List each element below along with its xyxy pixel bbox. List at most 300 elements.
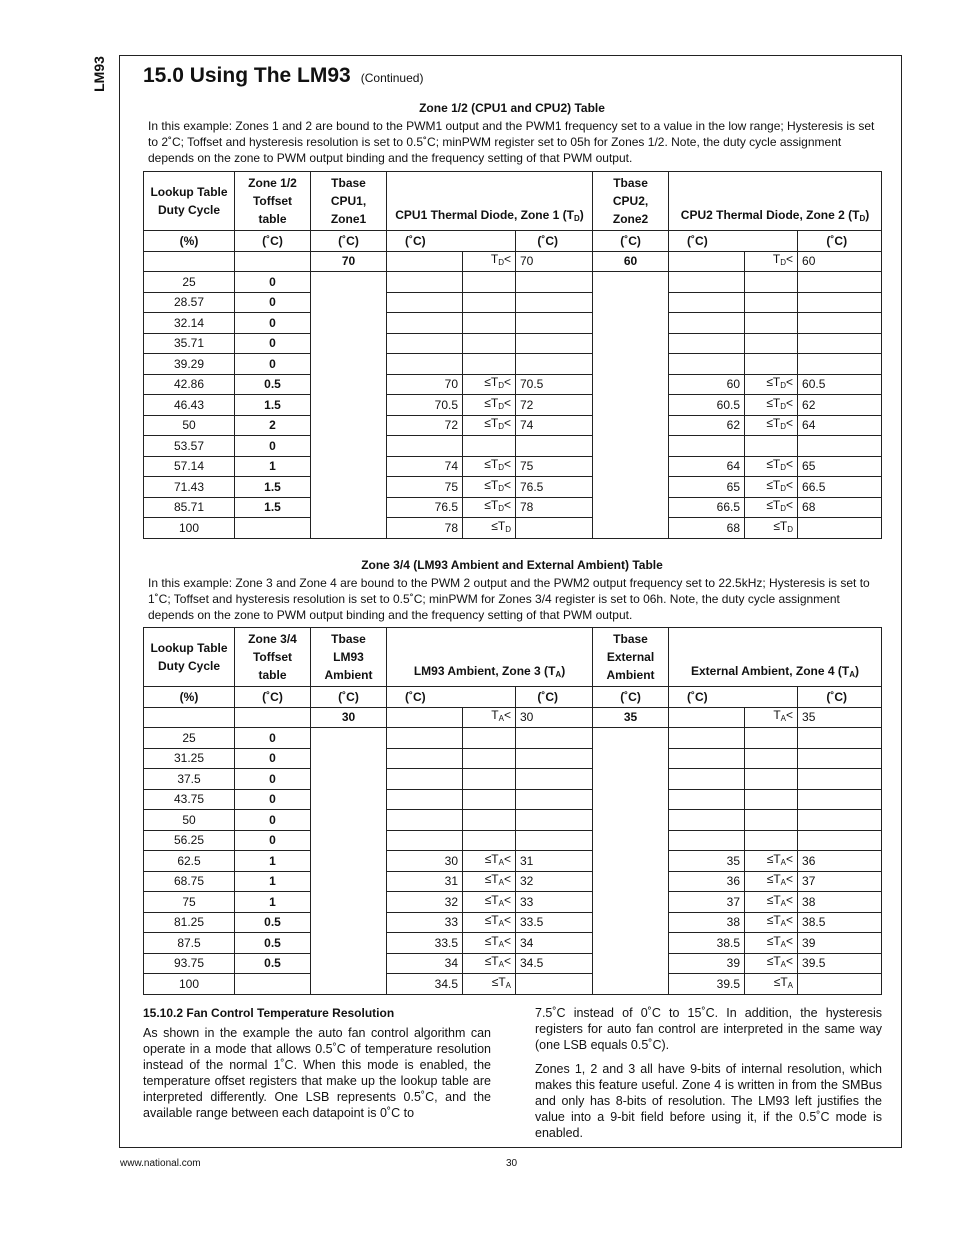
continued-label: (Continued) (360, 71, 424, 85)
symbol-cell (463, 313, 516, 334)
table-row (144, 769, 882, 790)
table1-caption: Zone 1/2 (CPU1 and CPU2) Table (419, 101, 605, 115)
symbol-cell (463, 830, 516, 851)
lower-limit-cell: 60.5 (669, 395, 745, 416)
offset-cell: 0 (235, 728, 311, 749)
section-heading: 15.10.2 Fan Control Temperature Resolution (143, 1006, 395, 1020)
table-row (144, 518, 882, 539)
symbol-cell (745, 830, 798, 851)
column-header: Lookup Table Duty Cycle (144, 628, 235, 687)
unit-cell: (˚C) (798, 687, 882, 708)
unit-cell: (˚C) (798, 231, 882, 252)
tbase2-cell: 60 (593, 251, 669, 272)
unit-cell: (˚C) (235, 231, 311, 252)
right-paragraph-1: 7.5˚C instead of 0˚C to 15˚C. In addition, the hysteresis registers for auto fan control are interpreted in the same way (one LSB equals 0.5˚C). (535, 1006, 882, 1052)
lower-limit-cell (669, 251, 745, 272)
table-row (144, 851, 882, 872)
temp-symbol: $\le T_D<$ (766, 375, 794, 391)
table-header-row (144, 628, 882, 687)
upper-limit-cell: 70.5 (516, 374, 593, 395)
upper-limit-cell: 76.5 (516, 477, 593, 498)
lower-limit-cell: 70.5 (387, 395, 463, 416)
upper-limit-cell: 74 (516, 415, 593, 436)
column-header: CPU2 Thermal Diode, Zone 2 $(T_D)$ (669, 172, 882, 231)
symbol-cell (745, 953, 798, 974)
offset-cell: 0.5 (235, 953, 311, 974)
symbol-cell (745, 851, 798, 872)
table-row (144, 748, 882, 769)
lower-limit-cell (669, 333, 745, 354)
unit-cell: (%) (144, 231, 235, 252)
offset-cell: 1.5 (235, 477, 311, 498)
symbol-cell (745, 251, 798, 272)
duty-cell: 25 (144, 272, 235, 293)
symbol-cell (463, 333, 516, 354)
upper-limit-cell: 64 (798, 415, 882, 436)
symbol-cell (463, 953, 516, 974)
table-row (144, 292, 882, 313)
temp-symbol: $\le T_A<$ (484, 851, 511, 867)
symbol-cell (745, 272, 798, 293)
unit-cell: (˚C) (235, 687, 311, 708)
column-header: CPU1 Thermal Diode, Zone 1 $(T_D)$ (387, 172, 593, 231)
temp-symbol: $T_D$ (566, 208, 580, 223)
unit-cell: (˚C) (311, 687, 387, 708)
symbol-cell (463, 974, 516, 995)
upper-limit-cell: 60.5 (798, 374, 882, 395)
unit-cell: (˚C) (669, 231, 798, 252)
units-row (144, 231, 882, 252)
lower-limit-cell: 31 (387, 871, 463, 892)
upper-limit-cell (798, 436, 882, 457)
duty-cell: 57.14 (144, 456, 235, 477)
tbase2-spacer (593, 272, 669, 539)
lower-limit-cell: 74 (387, 456, 463, 477)
temp-symbol: $T_A$ (548, 664, 562, 679)
symbol-cell (463, 374, 516, 395)
unit-cell: (˚C) (516, 687, 593, 708)
table1-intro: In this example: Zones 1 and 2 are bound to the PWM1 output and the PWM1 frequency set to a value in the low range; Hysteresis is set to 2˚C; Toffset and hysteresis resolution is set to 0.5˚C; minPWM register set to 05h for Zones 1/2. Note, the duty cycle assignment depends on the zone to PWM output binding and the frequency setting of that PWM output. (148, 119, 875, 165)
symbol-cell (463, 415, 516, 436)
upper-limit-cell (516, 333, 593, 354)
unit-cell: (˚C) (669, 687, 798, 708)
lower-limit-cell (669, 748, 745, 769)
offset-cell: 0 (235, 830, 311, 851)
upper-limit-cell: 32 (516, 871, 593, 892)
unit-cell: (˚C) (593, 687, 669, 708)
column-header: Tbase CPU1, Zone1 (311, 172, 387, 231)
offset-cell: 0 (235, 272, 311, 293)
lower-limit-cell: 78 (387, 518, 463, 539)
duty-cell: 42.86 (144, 374, 235, 395)
lower-limit-cell: 37 (669, 892, 745, 913)
upper-limit-cell: 35 (798, 707, 882, 728)
tbase1-spacer (311, 272, 387, 539)
duty-cell (144, 707, 235, 728)
upper-limit-cell (516, 810, 593, 831)
table-row (144, 477, 882, 498)
symbol-cell (463, 769, 516, 790)
temp-symbol: $T_A<$ (773, 708, 794, 724)
upper-limit-cell: 38.5 (798, 912, 882, 933)
symbol-cell (463, 251, 516, 272)
lower-limit-cell: 70 (387, 374, 463, 395)
temp-symbol: $\le T_A<$ (766, 851, 794, 867)
lower-limit-cell (387, 728, 463, 749)
upper-limit-cell: 78 (516, 497, 593, 518)
footer-website: www.national.com (120, 1158, 201, 1169)
offset-cell: 1 (235, 456, 311, 477)
zone34-table (143, 627, 882, 995)
duty-cell: 43.75 (144, 789, 235, 810)
symbol-cell (463, 477, 516, 498)
upper-limit-cell: 30 (516, 707, 593, 728)
upper-limit-cell: 38 (798, 892, 882, 913)
duty-cell: 56.25 (144, 830, 235, 851)
temp-symbol: $\le T_A<$ (766, 933, 794, 949)
lower-limit-cell (387, 272, 463, 293)
symbol-cell (463, 456, 516, 477)
table2-intro: In this example: Zone 3 and Zone 4 are bound to the PWM 2 output and the PWM2 output frequency set to 22.5kHz; Hysteresis is set to 1˚C; Toffset and hysteresis resolution is set to 0.5˚C; minPWM for Zones 3/4 register is set to 06h. Note, the duty cycle assignment depends on the zone to PWM output binding and the frequency setting of that PWM output. (148, 576, 870, 622)
temp-symbol: $\le T_A<$ (484, 872, 511, 888)
upper-limit-cell (798, 313, 882, 334)
table-row (144, 953, 882, 974)
lower-limit-cell (387, 707, 463, 728)
symbol-cell (745, 374, 798, 395)
tbase-row (144, 707, 882, 728)
column-header: External Ambient, Zone 4 $(T_A)$ (669, 628, 882, 687)
temp-symbol: $\le T_D<$ (484, 498, 511, 514)
temp-symbol: $\le T_A<$ (484, 892, 511, 908)
column-header: Zone 3/4 Toffset table (235, 628, 311, 687)
lower-limit-cell: 65 (669, 477, 745, 498)
symbol-cell (463, 497, 516, 518)
offset-cell (235, 974, 311, 995)
upper-limit-cell: 65 (798, 456, 882, 477)
lower-limit-cell: 34.5 (387, 974, 463, 995)
symbol-cell (463, 728, 516, 749)
temp-symbol: $\le T_D<$ (484, 416, 511, 432)
duty-cell: 100 (144, 518, 235, 539)
symbol-cell (745, 974, 798, 995)
symbol-cell (745, 892, 798, 913)
offset-cell (235, 518, 311, 539)
temp-symbol: $\le T_D<$ (766, 477, 794, 493)
lower-limit-cell (669, 436, 745, 457)
duty-cell: 93.75 (144, 953, 235, 974)
duty-cell: 87.5 (144, 933, 235, 954)
lower-limit-cell (669, 313, 745, 334)
left-column (143, 1025, 491, 1129)
symbol-cell (745, 313, 798, 334)
duty-cell: 50 (144, 415, 235, 436)
temp-symbol: $\le T_D<$ (484, 375, 511, 391)
lower-limit-cell: 32 (387, 892, 463, 913)
temp-symbol: $\le T_D$ (773, 518, 794, 534)
offset-cell: 0 (235, 748, 311, 769)
symbol-cell (745, 395, 798, 416)
offset-cell: 0 (235, 333, 311, 354)
duty-cell: 32.14 (144, 313, 235, 334)
table-row (144, 810, 882, 831)
offset-cell: 2 (235, 415, 311, 436)
temp-symbol: $\le T_A<$ (766, 872, 794, 888)
symbol-cell (745, 933, 798, 954)
temp-symbol: $\le T_A<$ (766, 913, 794, 929)
symbol-cell (463, 748, 516, 769)
table2-caption: Zone 3/4 (LM93 Ambient and External Ambient) Table (361, 558, 663, 572)
upper-limit-cell: 39 (798, 933, 882, 954)
offset-cell: 0 (235, 292, 311, 313)
symbol-cell (745, 871, 798, 892)
upper-limit-cell: 31 (516, 851, 593, 872)
right-column (535, 1005, 882, 1149)
temp-symbol: $\le T_A$ (773, 974, 794, 990)
lower-limit-cell (387, 436, 463, 457)
symbol-cell (745, 912, 798, 933)
symbol-cell (745, 789, 798, 810)
duty-cell: 50 (144, 810, 235, 831)
tbase1-cell: 30 (311, 707, 387, 728)
lower-limit-cell (669, 272, 745, 293)
duty-cell: 31.25 (144, 748, 235, 769)
column-header: Tbase LM93 Ambient (311, 628, 387, 687)
temp-symbol: $T_D<$ (490, 252, 511, 268)
duty-cell: 85.71 (144, 497, 235, 518)
temp-symbol: $\le T_D<$ (766, 457, 794, 473)
table-row (144, 272, 882, 293)
table-row (144, 354, 882, 375)
column-header: Tbase External Ambient (593, 628, 669, 687)
table-row (144, 395, 882, 416)
upper-limit-cell: 36 (798, 851, 882, 872)
upper-limit-cell (516, 830, 593, 851)
lower-limit-cell (669, 728, 745, 749)
upper-limit-cell: 34 (516, 933, 593, 954)
upper-limit-cell (798, 769, 882, 790)
table-row (144, 830, 882, 851)
offset-cell: 0.5 (235, 933, 311, 954)
unit-cell: (%) (144, 687, 235, 708)
upper-limit-cell (516, 728, 593, 749)
table-row (144, 892, 882, 913)
upper-limit-cell: 60 (798, 251, 882, 272)
unit-cell: (˚C) (593, 231, 669, 252)
table-header-row (144, 172, 882, 231)
upper-limit-cell (516, 436, 593, 457)
temp-symbol: $T_A<$ (491, 708, 511, 724)
duty-cell: 100 (144, 974, 235, 995)
offset-cell (235, 251, 311, 272)
units-row (144, 687, 882, 708)
duty-cell: 28.57 (144, 292, 235, 313)
column-header: Zone 1/2 Toffset table (235, 172, 311, 231)
lower-limit-cell: 35 (669, 851, 745, 872)
upper-limit-cell: 68 (798, 497, 882, 518)
upper-limit-cell: 66.5 (798, 477, 882, 498)
table-row (144, 333, 882, 354)
lower-limit-cell: 66.5 (669, 497, 745, 518)
lower-limit-cell: 33.5 (387, 933, 463, 954)
lower-limit-cell (387, 789, 463, 810)
lower-limit-cell: 62 (669, 415, 745, 436)
lower-limit-cell (669, 769, 745, 790)
offset-cell: 0 (235, 769, 311, 790)
lower-limit-cell: 34 (387, 953, 463, 974)
duty-cell: 25 (144, 728, 235, 749)
upper-limit-cell (516, 292, 593, 313)
upper-limit-cell (798, 830, 882, 851)
upper-limit-cell (516, 789, 593, 810)
temp-symbol: $\le T_D<$ (484, 477, 511, 493)
upper-limit-cell (798, 333, 882, 354)
lower-limit-cell: 39 (669, 953, 745, 974)
offset-cell: 1 (235, 892, 311, 913)
tbase2-cell: 35 (593, 707, 669, 728)
upper-limit-cell (516, 748, 593, 769)
duty-cell: 39.29 (144, 354, 235, 375)
upper-limit-cell: 39.5 (798, 953, 882, 974)
upper-limit-cell: 70 (516, 251, 593, 272)
symbol-cell (463, 395, 516, 416)
unit-cell: (˚C) (387, 231, 516, 252)
lower-limit-cell (669, 789, 745, 810)
table-row (144, 436, 882, 457)
upper-limit-cell (798, 974, 882, 995)
upper-limit-cell (798, 728, 882, 749)
lower-limit-cell: 76.5 (387, 497, 463, 518)
symbol-cell (463, 871, 516, 892)
tbase1-spacer (311, 728, 387, 995)
symbol-cell (463, 810, 516, 831)
lower-limit-cell (387, 354, 463, 375)
table-row (144, 974, 882, 995)
temp-symbol: $\le T_A<$ (766, 954, 794, 970)
lower-limit-cell (387, 830, 463, 851)
unit-cell: (˚C) (387, 687, 516, 708)
lower-limit-cell: 64 (669, 456, 745, 477)
table-row (144, 415, 882, 436)
table-row (144, 728, 882, 749)
symbol-cell (745, 333, 798, 354)
duty-cell: 81.25 (144, 912, 235, 933)
offset-cell: 0.5 (235, 912, 311, 933)
upper-limit-cell (798, 354, 882, 375)
unit-cell: (˚C) (311, 231, 387, 252)
symbol-cell (463, 518, 516, 539)
upper-limit-cell: 37 (798, 871, 882, 892)
lower-limit-cell: 68 (669, 518, 745, 539)
symbol-cell (463, 272, 516, 293)
temp-symbol: $\le T_A<$ (766, 892, 794, 908)
symbol-cell (463, 933, 516, 954)
table-row (144, 871, 882, 892)
symbol-cell (463, 892, 516, 913)
lower-limit-cell (669, 707, 745, 728)
table-row (144, 789, 882, 810)
lower-limit-cell: 38.5 (669, 933, 745, 954)
temp-symbol: $\le T_D<$ (766, 395, 794, 411)
temp-symbol: $T_D<$ (772, 252, 794, 268)
lower-limit-cell: 38 (669, 912, 745, 933)
offset-cell: 1 (235, 871, 311, 892)
symbol-cell (745, 477, 798, 498)
lower-limit-cell: 72 (387, 415, 463, 436)
right-paragraph-2: Zones 1, 2 and 3 all have 9-bits of internal resolution, which makes this feature useful. Zone 4 is written in from the SMBus and only has 8-bits of resolution. The LM93 left justifies the value into a 9-bit field before using it, if the 0.5˚C mode is enabled. (535, 1062, 882, 1140)
duty-cell: 35.71 (144, 333, 235, 354)
temp-symbol: $T_A$ (841, 664, 856, 679)
temp-symbol: $\le T_A<$ (484, 954, 511, 970)
symbol-cell (745, 769, 798, 790)
table-row (144, 933, 882, 954)
table-row (144, 313, 882, 334)
tbase1-cell: 70 (311, 251, 387, 272)
upper-limit-cell (798, 789, 882, 810)
lower-limit-cell (387, 313, 463, 334)
offset-cell: 1 (235, 851, 311, 872)
upper-limit-cell: 75 (516, 456, 593, 477)
duty-cell: 68.75 (144, 871, 235, 892)
temp-symbol: $\le T_A<$ (484, 933, 511, 949)
temp-symbol: $\le T_A$ (491, 974, 511, 990)
upper-limit-cell: 62 (798, 395, 882, 416)
table-row (144, 456, 882, 477)
symbol-cell (745, 518, 798, 539)
lower-limit-cell: 39.5 (669, 974, 745, 995)
table-row (144, 497, 882, 518)
duty-cell: 71.43 (144, 477, 235, 498)
upper-limit-cell (516, 354, 593, 375)
symbol-cell (745, 415, 798, 436)
symbol-cell (745, 707, 798, 728)
lower-limit-cell: 30 (387, 851, 463, 872)
lower-limit-cell (669, 830, 745, 851)
symbol-cell (745, 728, 798, 749)
column-header: Tbase CPU2, Zone2 (593, 172, 669, 231)
upper-limit-cell: 33 (516, 892, 593, 913)
upper-limit-cell (516, 313, 593, 334)
lower-limit-cell (387, 810, 463, 831)
duty-cell: 53.57 (144, 436, 235, 457)
lower-limit-cell: 60 (669, 374, 745, 395)
page-title: 15.0 Using The LM93 (Continued) (143, 64, 424, 87)
tbase-row (144, 251, 882, 272)
symbol-cell (463, 707, 516, 728)
duty-cell: 37.5 (144, 769, 235, 790)
table-row (144, 374, 882, 395)
left-paragraph: As shown in the example the auto fan control algorithm can operate in a mode that allows 0.5˚C of temperature resolution instead of the normal 1˚C. When this mode is enabled, the temperature offset registers that make up the lookup table are interpreted differently. One LSB represents 0.5˚C, and the available range between each datapoint is 0˚C to (143, 1026, 491, 1120)
offset-cell: 0 (235, 810, 311, 831)
lower-limit-cell (387, 333, 463, 354)
duty-cell: 75 (144, 892, 235, 913)
lower-limit-cell (669, 292, 745, 313)
symbol-cell (463, 354, 516, 375)
duty-cell: 62.5 (144, 851, 235, 872)
upper-limit-cell: 34.5 (516, 953, 593, 974)
symbol-cell (745, 292, 798, 313)
upper-limit-cell: 33.5 (516, 912, 593, 933)
lower-limit-cell: 75 (387, 477, 463, 498)
symbol-cell (745, 456, 798, 477)
duty-cell (144, 251, 235, 272)
upper-limit-cell (798, 272, 882, 293)
upper-limit-cell (516, 272, 593, 293)
temp-symbol: $\le T_D<$ (484, 457, 511, 473)
zone12-table (143, 171, 882, 539)
upper-limit-cell (516, 974, 593, 995)
temp-symbol: $T_D$ (852, 208, 866, 223)
table-row (144, 912, 882, 933)
